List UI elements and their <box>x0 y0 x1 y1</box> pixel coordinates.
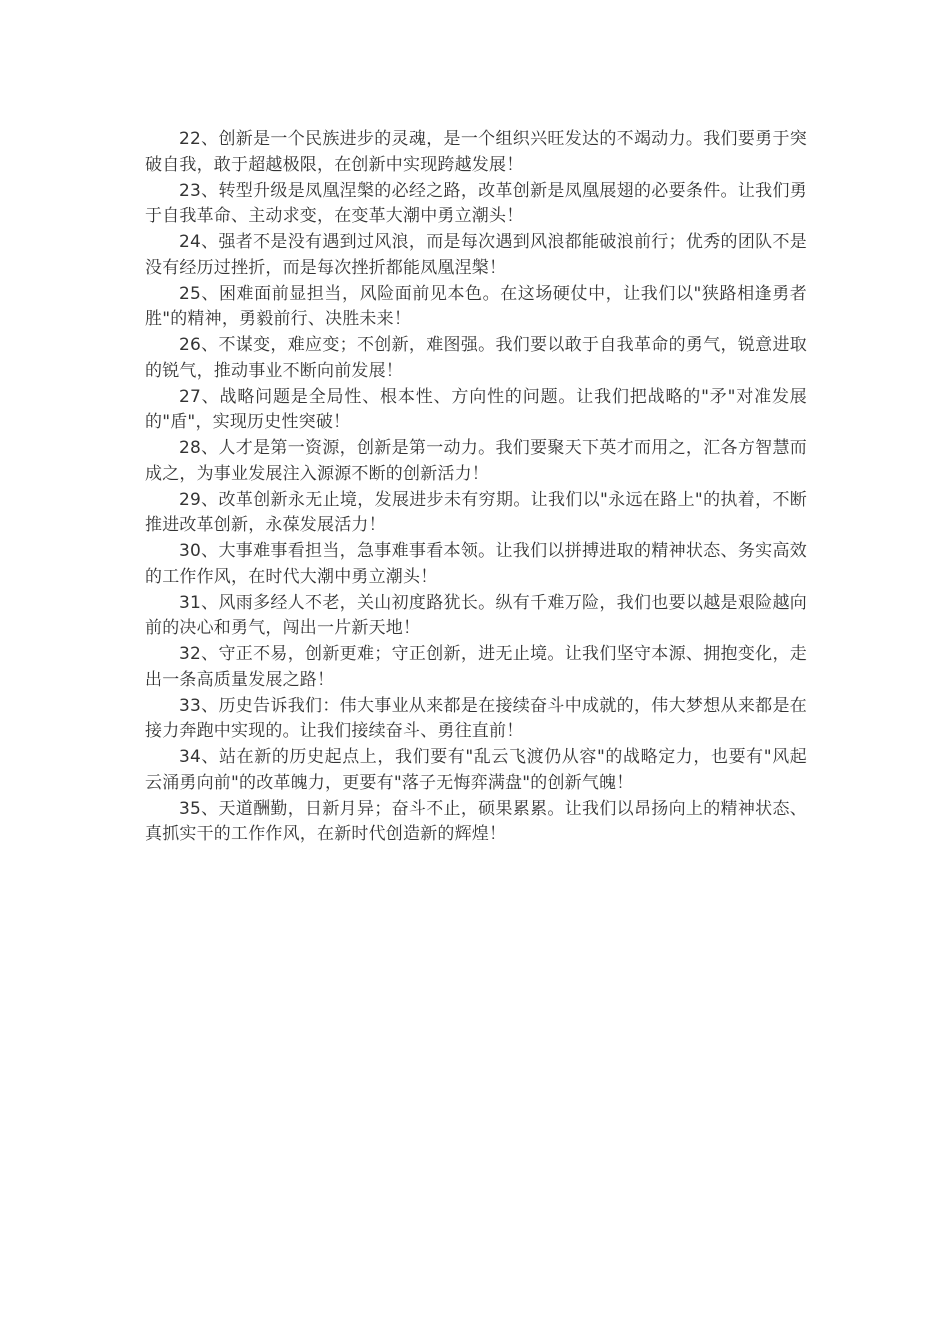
paragraph-27: 27、战略问题是全局性、根本性、方向性的问题。让我们把战略的"矛"对准发展的"盾"，实现历史性突破！ <box>145 386 807 433</box>
paragraph-29: 29、改革创新永无止境，发展进步未有穷期。让我们以"永远在路上"的执着，不断推进改革创新，永葆发展活力！ <box>145 489 807 536</box>
paragraph-33: 33、历史告诉我们：伟大事业从来都是在接续奋斗中成就的，伟大梦想从来都是在接力奔跑中实现的。让我们接续奋斗、勇往直前！ <box>145 695 807 742</box>
paragraph-35: 35、天道酬勤，日新月异；奋斗不止，硕果累累。让我们以昂扬向上的精神状态、真抓实干的工作作风，在新时代创造新的辉煌！ <box>145 798 807 845</box>
paragraph-31: 31、风雨多经人不老，关山初度路犹长。纵有千难万险，我们也要以越是艰险越向前的决心和勇气，闯出一片新天地！ <box>145 592 807 639</box>
paragraph-26: 26、不谋变，难应变；不创新，难图强。我们要以敢于自我革命的勇气，锐意进取的锐气，推动事业不断向前发展！ <box>145 335 807 381</box>
paragraph-24: 24、强者不是没有遇到过风浪，而是每次遇到风浪都能破浪前行；优秀的团队不是没有经历过挫折，而是每次挫折都能凤凰涅槃！ <box>145 232 807 278</box>
paragraph-25: 25、困难面前显担当，风险面前见本色。在这场硬仗中，让我们以"狭路相逢勇者胜"的精神，勇毅前行、决胜未来！ <box>145 283 807 330</box>
paragraph-28: 28、人才是第一资源，创新是第一动力。我们要聚天下英才而用之，汇各方智慧而成之，为事业发展注入源源不断的创新活力！ <box>145 438 807 484</box>
paragraph-22: 22、创新是一个民族进步的灵魂，是一个组织兴旺发达的不竭动力。我们要勇于突破自我，敢于超越极限，在创新中实现跨越发展！ <box>145 129 807 175</box>
paragraph-34: 34、站在新的历史起点上，我们要有"乱云飞渡仍从容"的战略定力，也要有"风起云涌勇向前"的改革魄力，更要有"落子无悔弈满盘"的创新气魄！ <box>145 747 807 793</box>
paragraph-23: 23、转型升级是凤凰涅槃的必经之路，改革创新是凤凰展翅的必要条件。让我们勇于自我革命、主动求变，在变革大潮中勇立潮头！ <box>145 180 807 227</box>
paragraph-30: 30、大事难事看担当，急事难事看本领。让我们以拼搏进取的精神状态、务实高效的工作作风，在时代大潮中勇立潮头！ <box>145 541 807 587</box>
document-body <box>145 127 807 848</box>
paragraph-32: 32、守正不易，创新更难；守正创新，进无止境。让我们坚守本源、拥抱变化，走出一条高质量发展之路！ <box>145 644 807 690</box>
